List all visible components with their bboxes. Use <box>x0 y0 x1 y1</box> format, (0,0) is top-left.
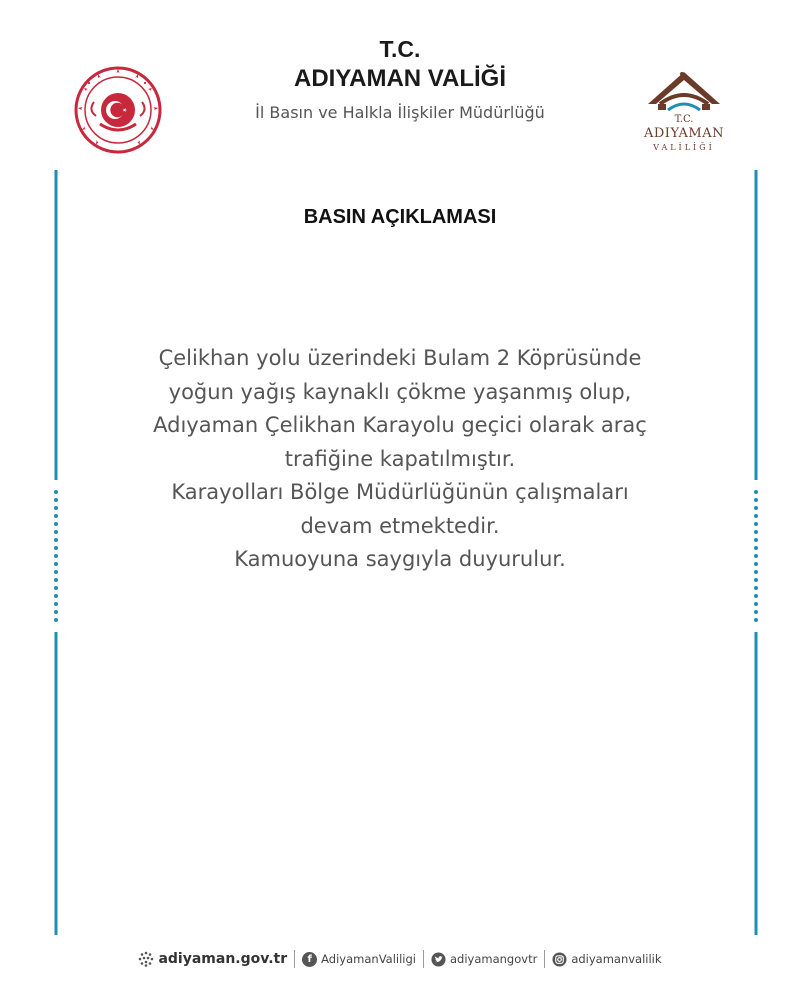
footer-instagram[interactable] <box>552 952 661 967</box>
footer-facebook-text: AdiyamanValiligi <box>321 952 416 966</box>
body-line: Karayolları Bölge Müdürlüğünün çalışmaları <box>171 480 629 504</box>
footer-divider <box>294 950 295 968</box>
header-line-tc: T.C. <box>379 36 421 62</box>
footer-social-bar <box>0 946 800 972</box>
logo-tc-text: T.C. <box>674 114 694 125</box>
facebook-icon: f <box>302 952 317 967</box>
logo-sub-text: VALİLİĞİ <box>653 143 715 152</box>
header-line-department: İl Basın ve Halkla İlişkiler Müdürlüğü <box>255 103 545 122</box>
body-line: trafiğine kapatılmıştır. <box>284 446 516 471</box>
header-line-governorship: ADIYAMAN VALİĞİ <box>293 65 506 92</box>
body-line: devam etmektedir. <box>300 513 500 538</box>
logo-name-text: ADIYAMAN <box>644 126 724 141</box>
footer-divider <box>423 950 424 968</box>
footer-twitter[interactable] <box>431 952 537 967</box>
left-border-decoration <box>53 170 59 935</box>
footer-twitter-text: adiyamangovtr <box>450 952 538 966</box>
body-line: yoğun yağış kaynaklı çökme yaşanmış olup, <box>168 379 632 404</box>
footer-website[interactable] <box>138 951 287 967</box>
page-header <box>0 0 800 170</box>
twitter-icon <box>431 952 446 967</box>
instagram-icon <box>552 952 567 967</box>
press-release-title: BASIN AÇIKLAMASI <box>303 206 497 228</box>
globe-icon <box>138 951 154 967</box>
footer-facebook[interactable] <box>302 952 416 967</box>
footer-instagram-text: adiyamanvalilik <box>571 952 662 966</box>
footer-divider <box>544 950 545 968</box>
body-line: Çelikhan yolu üzerindeki Bulam 2 Köprüsünde <box>158 346 642 370</box>
body-line: Kamuoyuna saygıyla duyurulur. <box>234 547 566 571</box>
footer-website-text: adiyaman.gov.tr <box>158 951 288 967</box>
right-border-decoration <box>753 170 759 935</box>
body-line: Adıyaman Çelikhan Karayolu geçici olarak araç <box>153 413 647 437</box>
press-release-body <box>80 342 720 577</box>
